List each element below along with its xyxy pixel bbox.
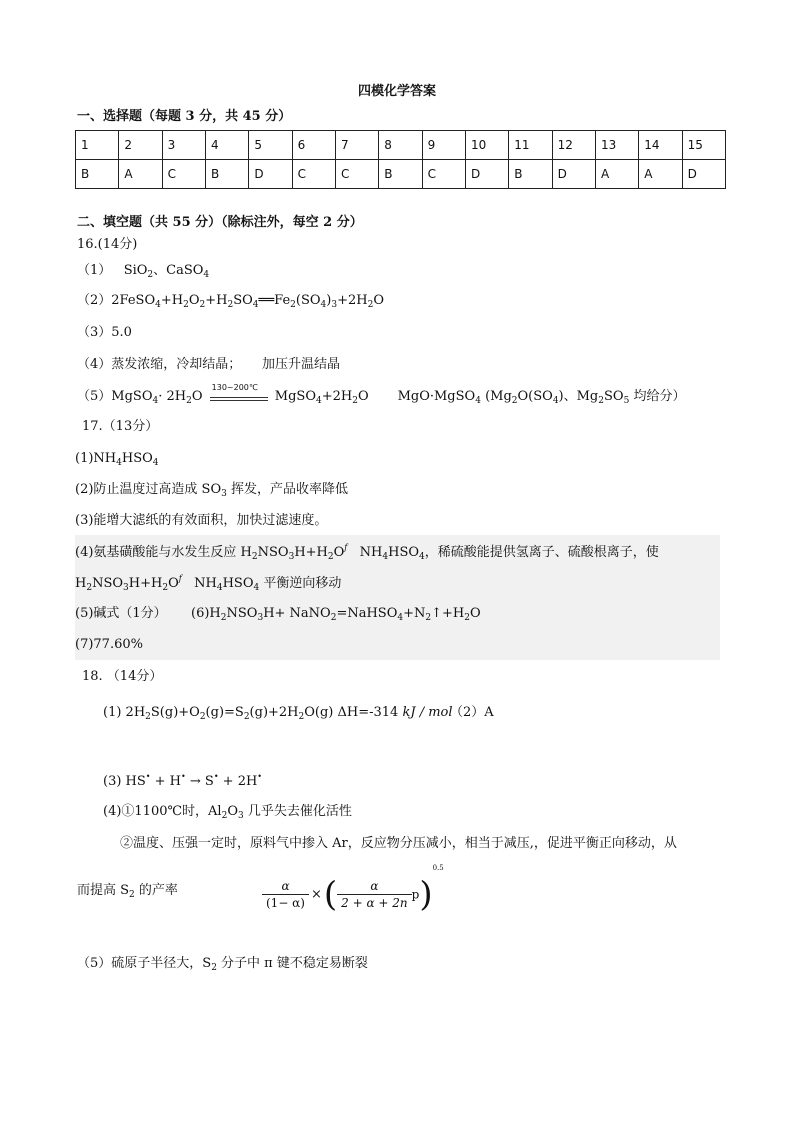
answer-cell: B	[379, 160, 422, 189]
q17-header: 17.（13分）	[82, 419, 159, 434]
q17-answer-7: (7)77.60%	[75, 637, 143, 652]
q16-header: 16.(14分)	[77, 237, 138, 252]
answer-cell: D	[249, 160, 292, 189]
question-number: 12	[552, 131, 595, 160]
page-title: 四模化学答案	[357, 84, 436, 99]
q17-answer-1: $(1)NH_4HSO_4$	[75, 451, 159, 468]
q17-answer-3: (3)能增大滤纸的有效面积，加快过滤速度。	[75, 513, 328, 528]
q16-answer-4: （4）蒸发浓缩，冷却结晶； 加压升温结晶	[77, 357, 340, 372]
answer-cell: D	[552, 160, 595, 189]
question-number: 7	[335, 131, 378, 160]
answer-cell: B	[76, 160, 119, 189]
q18-answer-4-part2-line1: ②温度、压强一定时，原料气中掺入 Ar，反应物分压减小，相当于减压,，促进平衡正向移动，从	[120, 836, 677, 851]
q16-answer-1: （1） SiO$_2$、CaSO$_4$	[77, 263, 210, 280]
q18-answer-3: (3) HS• + H• → S• + 2H•	[103, 772, 263, 789]
q17-answer-5: (5)碱式（1分）	[75, 606, 167, 621]
answer-cell: C	[335, 160, 378, 189]
section2-heading: 二、填空题（共 55 分）（除标注外，每空 2 分）	[77, 215, 363, 230]
question-number: 8	[379, 131, 422, 160]
q16-answer-2: $(2)2FeSO_4+H_2O_2+H_2SO_4══Fe_2(SO_4)_3+2H_2O$	[77, 293, 385, 310]
answer-cell: A	[639, 160, 682, 189]
answer-table	[75, 130, 726, 189]
question-number: 3	[162, 131, 205, 160]
kp-expression: $\frac{\alpha}{(1- \alpha)}$ ×( $\frac{\alpha}{2 + \alpha + 2n}$ p)$^{0.5}$	[262, 868, 444, 912]
fraction-2: $\frac{\alpha}{2 + \alpha + 2n}$	[337, 880, 411, 909]
table-row-numbers	[76, 131, 726, 160]
reaction-arrow: 130~200℃	[210, 388, 268, 402]
q18-answer-2: （2）A	[450, 705, 494, 720]
fraction-1: $\frac{\alpha}{(1- \alpha)}$	[262, 880, 309, 909]
q18-answer-4-part2-line2: 而提高 $S_2$ 的产率	[77, 883, 178, 900]
question-number: 14	[639, 131, 682, 160]
equilibrium-symbol: ƒ	[178, 574, 182, 583]
q18-answer-4-part1: (4)①1100℃时，$Al_2O_3$ 几乎失去催化活性	[103, 804, 352, 821]
answer-cell: D	[465, 160, 508, 189]
answer-cell: D	[682, 160, 725, 189]
answer-cell: B	[205, 160, 248, 189]
question-number: 9	[422, 131, 465, 160]
q17-answer-4-line1: (4)氨基磺酸能与水发生反应 $H_2NSO_3H+H_2O^ƒ$ $NH_4HSO_4$，稀硫酸能提供氢离子、硫酸根离子，使	[75, 543, 659, 562]
equilibrium-symbol: ƒ	[344, 543, 348, 552]
table-row-answers	[76, 160, 726, 189]
question-number: 15	[682, 131, 725, 160]
section1-heading: 一、选择题（每题 3 分，共 45 分）	[77, 109, 292, 124]
q16-answer-5: （5）MgSO$_4$· $2H_2O$ 130~200℃ $MgSO_4+2H_2O$ MgO·MgSO$_4$ ($Mg_2O(SO_4)$、$Mg_2SO_5$ 均给分）	[77, 383, 686, 406]
q17-answer-2: (2)防止温度过高造成 $SO_3$ 挥发，产品收率降低	[75, 482, 348, 499]
question-number: 6	[292, 131, 335, 160]
answer-cell: A	[119, 160, 162, 189]
question-number: 4	[205, 131, 248, 160]
question-number: 2	[119, 131, 162, 160]
q18-header: 18. （14分）	[82, 669, 163, 684]
answer-cell: C	[422, 160, 465, 189]
question-number: 1	[76, 131, 119, 160]
answer-cell: A	[595, 160, 638, 189]
question-number: 13	[595, 131, 638, 160]
q16-answer-3: （3）5.0	[77, 325, 132, 340]
q17-answer-6: $(6)H_2NSO_3H+$ $NaNO_2=NaHSO_4+N_2↑+H_2O$	[191, 606, 481, 623]
q17-answer-4-line2: $H_2NSO_3H+H_2O^ƒ$ $NH_4HSO_4$ 平衡逆向移动	[75, 574, 342, 593]
question-number: 5	[249, 131, 292, 160]
question-number: 11	[509, 131, 552, 160]
answer-cell: C	[162, 160, 205, 189]
q18-answer-1: (1) $2H_2S(g)+O_2(g)=S_2(g)+2H_2O(g)$ ΔH=-314 kJ / mol	[103, 705, 453, 722]
answer-cell: B	[509, 160, 552, 189]
question-number: 10	[465, 131, 508, 160]
q18-answer-5: （5）硫原子半径大，$S_2$ 分子中 π 键不稳定易断裂	[77, 956, 368, 973]
answer-cell: C	[292, 160, 335, 189]
